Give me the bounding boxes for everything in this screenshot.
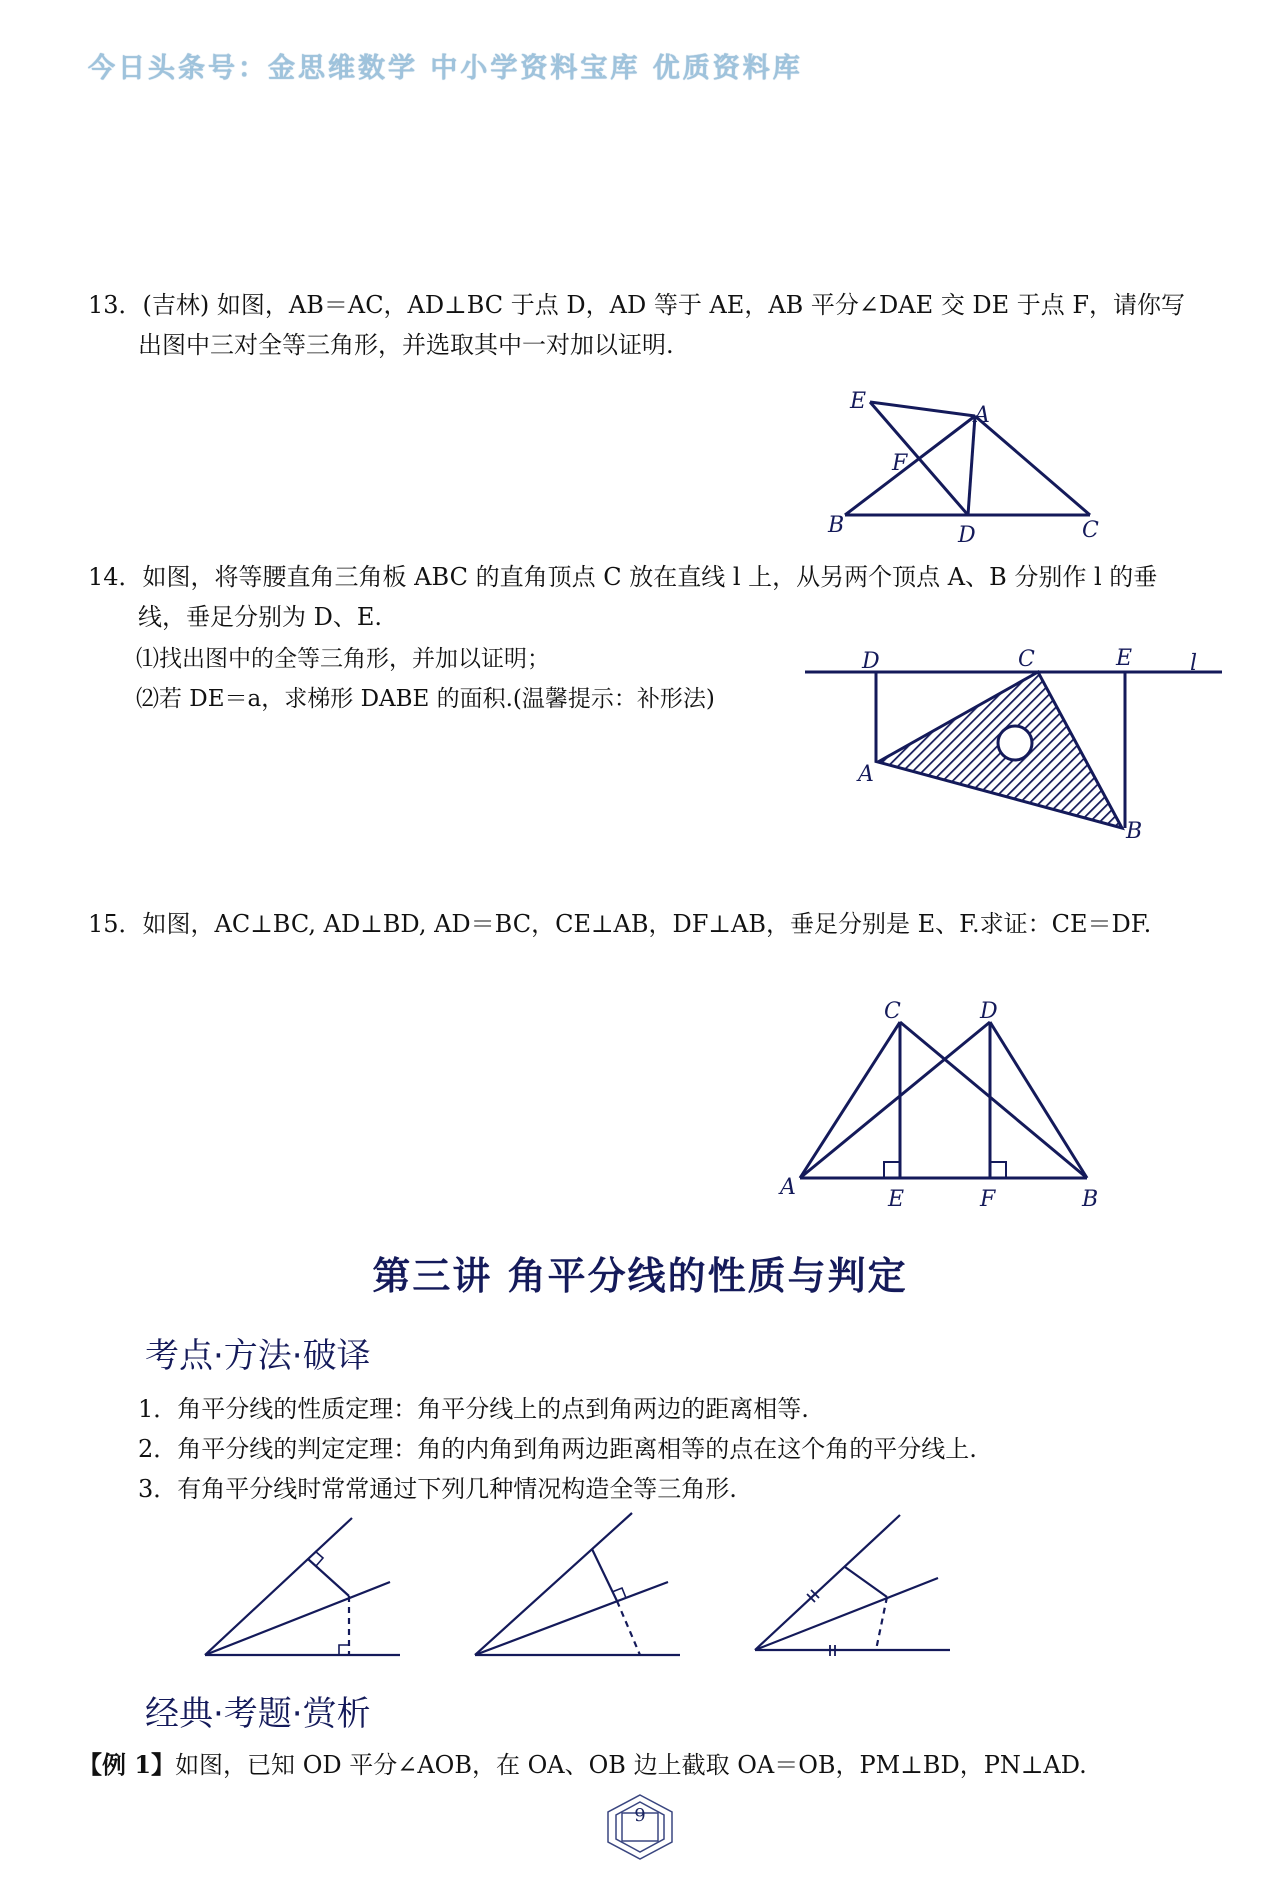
section-heading-classic-problems: 经典·考题·赏析 [145, 1694, 371, 1734]
problem-14-sub-2: ⑵若 DE＝a，求梯形 DABE 的面积.(温馨提示：补形法) [136, 686, 715, 712]
problem-13-line-2: 出图中三对全等三角形，并选取其中一对加以证明. [138, 331, 674, 359]
lecture-title: 第三讲 角平分线的性质与判定 [372, 1254, 908, 1298]
problem-14-sub-1: ⑴找出图中的全等三角形，并加以证明； [136, 646, 550, 672]
fig14-label-E: E [1116, 646, 1133, 671]
page-number: 9 [634, 1805, 646, 1826]
fig13-label-D: D [958, 523, 976, 548]
fig14-label-D: D [862, 649, 880, 674]
problem-13-line-1: 13．(吉林) 如图，AB＝AC，AD⊥BC 于点 D，AD 等于 AE，AB 平分∠DAE 交 DE 于点 F，请你写 [88, 291, 1186, 319]
fig14-label-B: B [1126, 819, 1143, 844]
fig13-label-E: E [850, 389, 867, 414]
fig15-label-C: C [884, 999, 901, 1024]
fig14-label-C: C [1018, 647, 1035, 672]
problem-14-line-1: 14．如图，将等腰直角三角板 ABC 的直角顶点 C 放在直线 l 上，从另两个顶点 A、B 分别作 l 的垂 [88, 563, 1158, 591]
example-1-text: 如图，已知 OD 平分∠AOB，在 OA、OB 边上截取 OA＝OB，PM⊥BD，PN⊥AD. [175, 1751, 1087, 1779]
fig14-label-l: l [1190, 651, 1198, 676]
fig13-label-A: A [974, 403, 990, 428]
fig15-label-D: D [980, 999, 998, 1024]
fig15-label-F: F [980, 1187, 996, 1212]
example-1-label: 【例 1】 [78, 1750, 176, 1779]
key-point-1: 1．角平分线的性质定理：角平分线上的点到角两边的距离相等. [138, 1395, 809, 1423]
fig14-label-A: A [858, 762, 874, 787]
fig13-label-C: C [1082, 518, 1099, 543]
fig15-label-B: B [1082, 1187, 1099, 1212]
key-point-2: 2．角平分线的判定定理：角的内角到角两边距离相等的点在这个角的平分线上. [138, 1435, 977, 1463]
problem-14-line-2: 线，垂足分别为 D、E. [138, 603, 383, 631]
page-header: 今日头条号：金思维数学 中小学资料宝库 优质资料库 [88, 53, 803, 84]
fig13-label-F: F [892, 451, 908, 476]
fig13-label-B: B [828, 513, 845, 538]
key-point-3: 3．有角平分线时常常通过下列几种情况构造全等三角形. [138, 1475, 737, 1503]
fig15-label-A: A [780, 1175, 796, 1200]
section-heading-key-points: 考点·方法·破译 [145, 1336, 371, 1376]
problem-15-line-1: 15．如图，AC⊥BC, AD⊥BD, AD＝BC，CE⊥AB，DF⊥AB，垂足分别是 E、F.求证：CE＝DF. [88, 910, 1152, 938]
fig15-label-E: E [888, 1187, 905, 1212]
